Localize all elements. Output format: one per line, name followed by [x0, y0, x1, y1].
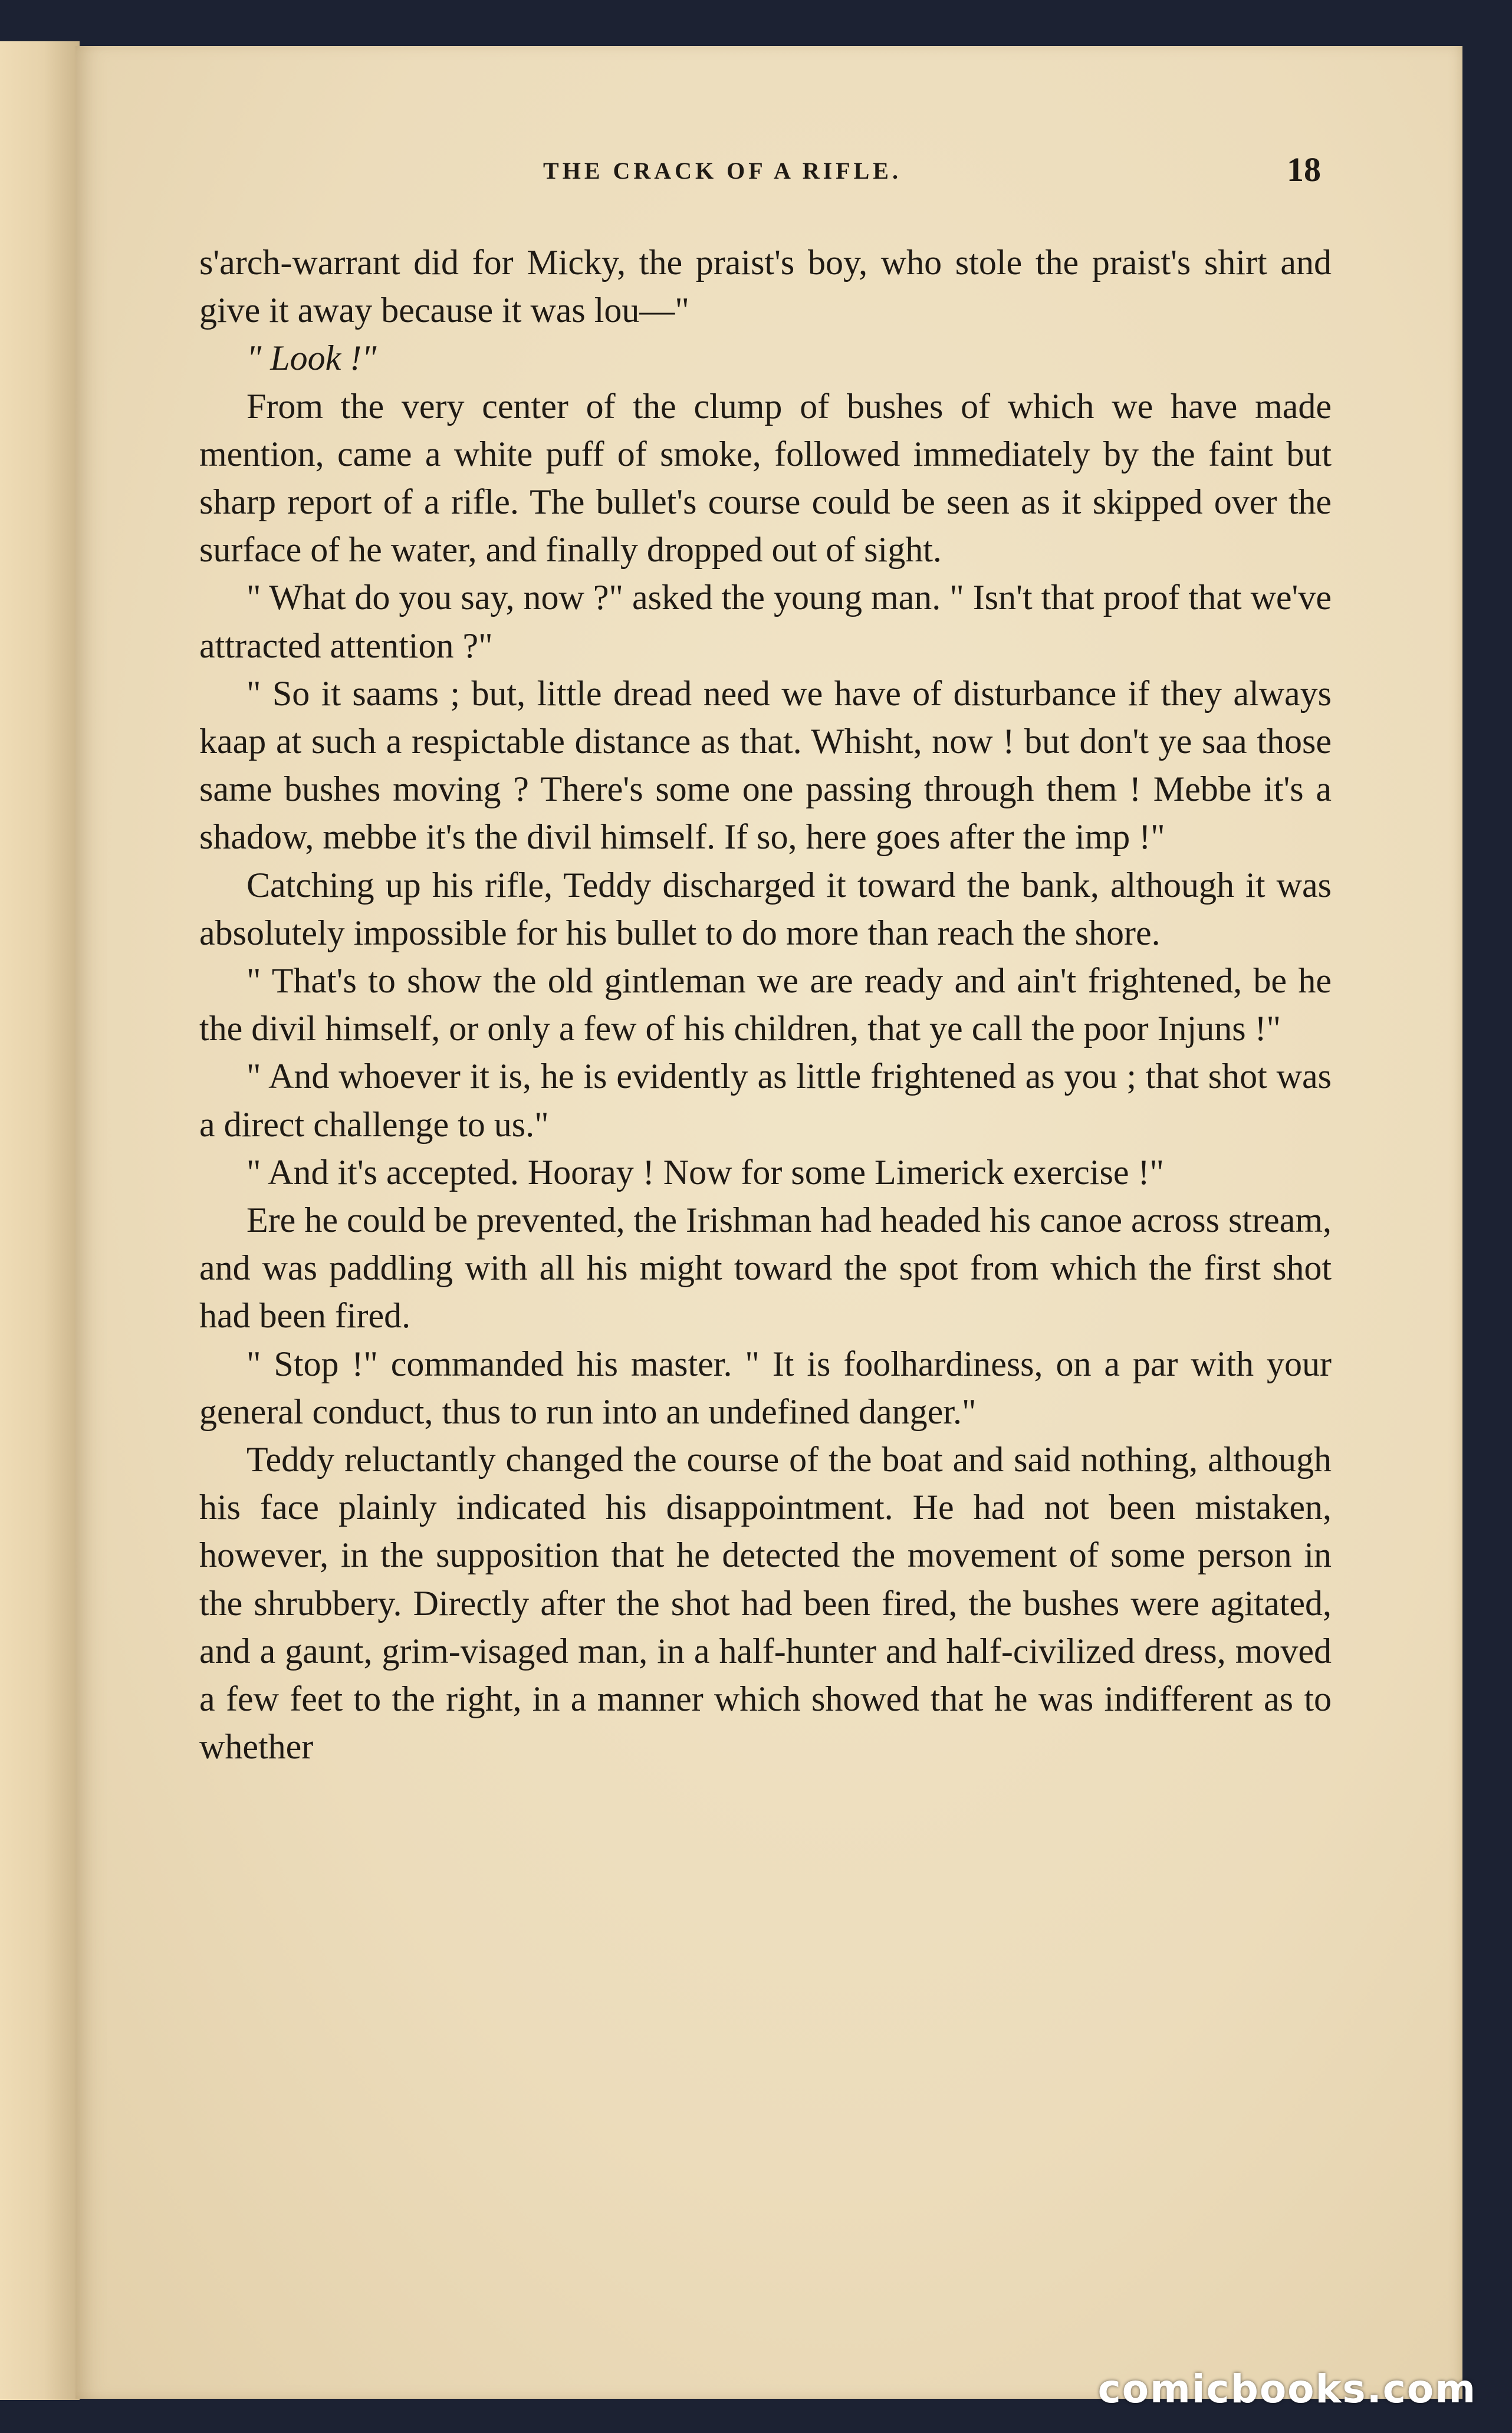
paragraph: " Stop !" commanded his master. " It is foolhardiness, on a par with your general conduct, thus to run into an undefined danger." — [199, 1344, 1332, 1431]
paragraph: Teddy reluctantly changed the course of the boat and said nothing, although his face plainly indicated his disappointment. He had not been mistaken, however, in the supposition that he detected the movement of some person in the shrubbery. Directly after the shot had been fired, the bushes were agitated, and a gaunt, grim-visaged man, in a half-hunter and half-civilized dress, moved a few feet to the right, in a manner which showed that he was indifferent as to whether — [199, 1440, 1332, 1767]
paragraph: Ere he could be prevented, the Irishman had headed his canoe across stream, and was paddling with all his might toward the spot from which the first shot had been fired. — [199, 1201, 1332, 1336]
paragraph: Catching up his rifle, Teddy discharged it toward the bank, although it was absolutely impossible for his bullet to do more than reach the shore. — [199, 865, 1332, 952]
page-number: 18 — [1287, 150, 1321, 189]
paragraph: " Look !" — [246, 338, 377, 378]
paragraph: " And whoever it is, he is evidently as little frightened as you ; that shot was a direct challenge to us." — [199, 1057, 1332, 1144]
running-head: THE CRACK OF A RIFLE. — [543, 157, 902, 184]
paragraph: " And it's accepted. Hooray ! Now for some Limerick exercise !" — [246, 1152, 1164, 1192]
page-header — [124, 146, 1321, 193]
paragraph: From the very center of the clump of bushes of which we have made mention, came a white puff of smoke, followed immediately by the faint but sharp report of a rifle. The bullet's course could be seen as it skipped over the surface of he water, and finally dropped out of sight. — [199, 386, 1332, 570]
book-gutter — [0, 41, 80, 2400]
paragraph: " That's to show the old gintleman we are ready and ain't frightened, be he the divil himself, or only a few of his children, that ye call the poor Injuns !" — [199, 961, 1332, 1048]
paragraph: " So it saams ; but, little dread need we have of disturbance if they always kaap at such a respictable distance as that. Whisht, now ! but don't ye saa those same bushes moving ? There's some one passing through them ! Mebbe it's a shadow, mebbe it's the divil himself. If so, here goes after the imp !" — [199, 673, 1332, 857]
paragraph: " What do you say, now ?" asked the young man. " Isn't that proof that we've attracted attention ?" — [199, 578, 1332, 665]
body-text — [199, 239, 1332, 1771]
paragraph: s'arch-warrant did for Micky, the praist's boy, who stole the praist's shirt and give it away because it was lou—" — [199, 243, 1332, 330]
watermark: comicbooks.com — [1097, 2366, 1477, 2412]
